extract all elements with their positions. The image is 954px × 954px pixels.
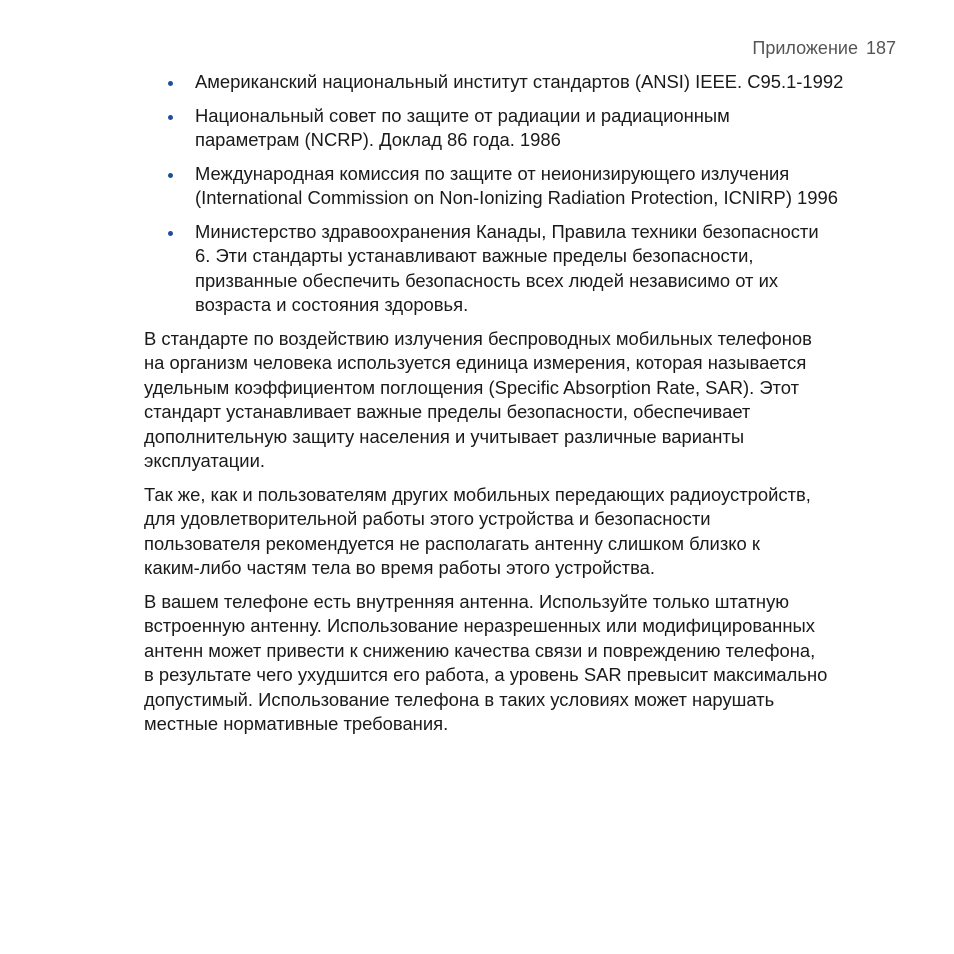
text-line: пользователя рекомендуется не располагать антенну слишком близко к <box>144 532 760 554</box>
text-line: эксплуатации. <box>144 450 265 471</box>
text-line: параметрам (NCRP). Доклад 86 года. 1986 <box>195 129 561 150</box>
bullet-icon <box>168 231 173 236</box>
standards-list <box>144 70 889 318</box>
text-line: стандарт устанавливает важные пределы безопасности, обеспечивает <box>144 401 751 422</box>
text-line: на организм человека используется единица измерения, которая называется <box>144 352 807 373</box>
list-item <box>144 220 889 318</box>
text-line: (International Commission on Non-Ionizing Radiation Protection, ICNIRP) 1996 <box>195 187 838 208</box>
internal-antenna-paragraph <box>144 590 889 737</box>
text-line: местные нормативные требования. <box>144 713 449 734</box>
text-line: удельным коэффициентом поглощения (Specific Absorption Rate, SAR). Этот <box>144 376 800 398</box>
text-line: встроенную антенну. Использование неразрешенных или модифицированных <box>144 615 815 636</box>
bullet-icon <box>168 81 173 86</box>
list-item <box>144 104 889 153</box>
text-line: для удовлетворительной работы этого устройства и безопасности <box>144 508 711 529</box>
text-line: В вашем телефоне есть внутренняя антенна. Используйте только штатную <box>144 590 790 612</box>
text-line: дополнительную защиту населения и учитывает различные варианты <box>144 425 745 447</box>
text-line: призванные обеспечить безопасность всех людей независимо от их <box>195 269 779 291</box>
page-header <box>752 38 896 59</box>
text-line: В стандарте по воздействию излучения беспроводных мобильных телефонов <box>144 327 812 349</box>
text-line: 6. Эти стандарты устанавливают важные пределы безопасности, <box>195 245 754 266</box>
text-line: Международная комиссия по защите от неионизирующего излучения <box>195 162 790 184</box>
text-line: допустимый. Использование телефона в таких условиях может нарушать <box>144 688 775 710</box>
text-line: Министерство здравоохранения Канады, Правила техники безопасности <box>195 220 819 242</box>
text-line: возраста и состояния здоровья. <box>195 294 469 315</box>
sar-paragraph <box>144 327 889 474</box>
bullet-icon <box>168 173 173 178</box>
list-item <box>144 70 889 95</box>
text-line: Национальный совет по защите от радиации и радиационным <box>195 104 730 126</box>
text-line: в результате чего ухудшится его работа, а уровень SAR превысит максимально <box>144 664 828 685</box>
bullet-icon <box>168 115 173 120</box>
page-number: 187 <box>865 38 896 58</box>
text-line: антенн может привести к снижению качества связи и повреждению телефона, <box>144 639 816 661</box>
antenna-distance-paragraph <box>144 483 889 581</box>
list-item <box>144 162 889 211</box>
document-body <box>144 70 889 746</box>
text-line: каким-либо частям тела во время работы этого устройства. <box>144 557 656 578</box>
text-line: Американский национальный институт стандартов (ANSI) IEEE. C95.1-1992 <box>195 71 844 92</box>
text-line: Так же, как и пользователям других мобильных передающих радиоустройств, <box>144 483 811 505</box>
section-title: Приложение <box>752 38 858 58</box>
